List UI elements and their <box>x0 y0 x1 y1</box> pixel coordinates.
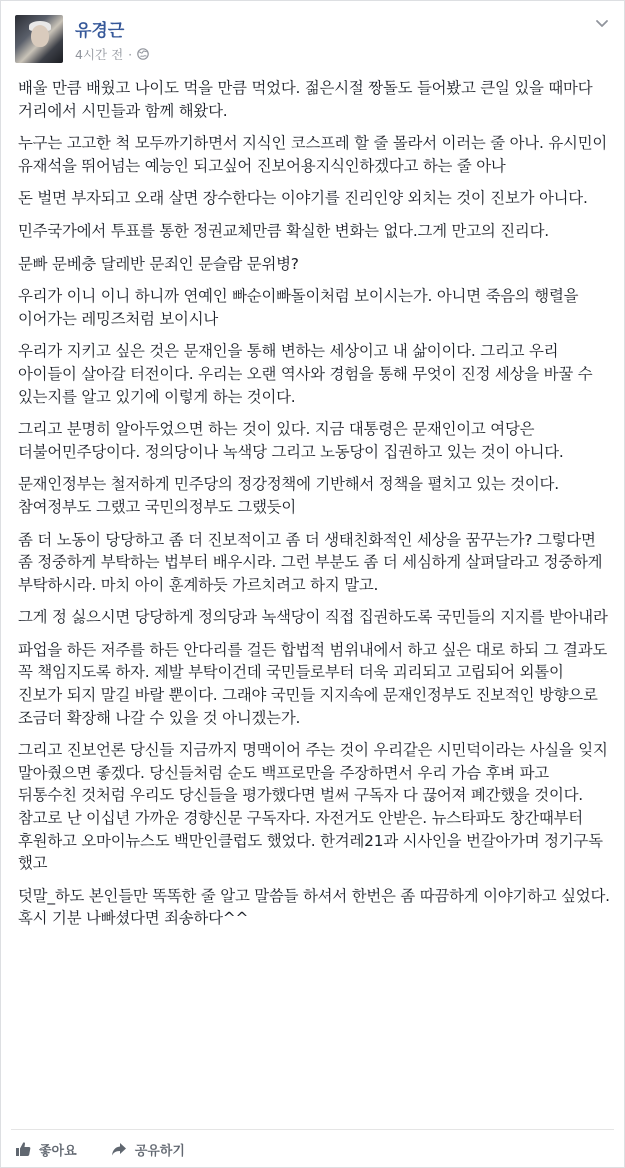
post-paragraph: 우리가 이니 이니 하니까 연예인 빠순이빠돌이처럼 보이시는가. 아니면 죽음의 행렬을 이어가는 레밍즈처럼 보이시나 <box>18 287 579 328</box>
post-meta <box>75 46 149 62</box>
globe-icon[interactable] <box>137 48 149 60</box>
author-name[interactable]: 유경근 <box>75 21 125 41</box>
post-content <box>18 77 610 940</box>
share-label: 공유하기 <box>134 1143 185 1159</box>
avatar-face <box>31 25 49 47</box>
post-paragraph: 민주국가에서 투표를 통한 정권교체만큼 확실한 변화는 없다.그게 만고의 진리다. <box>18 221 549 240</box>
post-timestamp[interactable]: 4시간 전 <box>75 47 124 62</box>
post-paragraph: 좀 더 노동이 당당하고 좀 더 진보적이고 좀 더 생태친화적인 세상을 꿈꾸는가? 그렇다면 좀 정중하게 부탁하는 법부터 배우시라. 그런 부분도 좀 더 세심하게 살펴달라고 정중하게 부탁하시라. 마치 아이 훈계하듯 가르치려고 하지 말고. <box>18 530 603 594</box>
post-paragraph: 돈 벌면 부자되고 오래 살면 장수한다는 이야기를 진리인양 외치는 것이 진보가 아니다. <box>18 189 588 208</box>
chevron-down-icon[interactable] <box>594 15 610 31</box>
like-button[interactable] <box>15 1140 77 1159</box>
post-paragraph: 우리가 지키고 싶은 것은 문재인을 통해 변하는 세상이고 내 삶이이다. 그리고 우리 아이들이 살아갈 터전이다. 우리는 오랜 역사와 경험을 통해 무엇이 진정 세상을 바꿀 수 있는지를 알고 있기에 이렇게 하는 것이다. <box>18 342 593 406</box>
post-paragraph: 문빠 문베충 달레반 문죄인 문슬람 문위병? <box>18 254 299 273</box>
post-paragraph: 문재인정부는 철저하게 민주당의 정강정책에 기반해서 정책을 펼치고 있는 것이다. 참여정부도 그랬고 국민의정부도 그랬듯이 <box>18 475 559 516</box>
post-paragraph: 그게 정 싫으시면 당당하게 정의당과 녹색당이 직접 집권하도록 국민들의 지지를 받아내라 <box>18 608 608 627</box>
avatar[interactable] <box>15 15 63 63</box>
share-arrow-icon <box>111 1141 127 1157</box>
post-paragraph: 누구는 고고한 척 모두까기하면서 지식인 코스프레 할 줄 몰라서 이러는 줄 아나. 유시민이 유재석을 뛰어넘는 예능인 되고싶어 진보어용지식인하겠다고 하는 줄 아나 <box>18 134 608 175</box>
post-paragraph: 파업을 하든 저주를 하든 안다리를 걸든 합법적 범위내에서 하고 싶은 대로 하되 그 결과도 꼭 책임지도록 하자. 제발 부탁이건데 국민들로부터 더욱 괴리되고 고립되어 외톨이 진보가 되지 말길 바랄 뿐이다. 그래야 국민들 지지속에 문재인정부도 진보적인 방향으로 조금더 확장해 나갈 수 있을 것 아니겠는가. <box>18 640 608 727</box>
actions-divider <box>11 1129 614 1130</box>
post-paragraph: 배울 만큼 배웠고 나이도 먹을 만큼 먹었다. 젊은시절 짱돌도 들어봤고 큰일 있을 때마다 거리에서 시민들과 함께 해왔다. <box>18 79 593 120</box>
post-paragraph: 그리고 분명히 알아두었으면 하는 것이 있다. 지금 대통령은 문재인이고 여당은 더불어민주당이다. 정의당이나 녹색당 그리고 노동당이 집권하고 있는 것이 아니다. <box>18 420 564 461</box>
post-paragraph: 덧말_하도 본인들만 똑똑한 줄 알고 말씀들 하셔서 한번은 좀 따끔하게 이야기하고 싶었다. 혹시 기분 나빠셨다면 죄송하다^^ <box>18 886 610 928</box>
post-paragraph: 그리고 진보언론 당신들 지금까지 명맥이어 주는 것이 우리같은 시민덕이라는 사실을 잊지 말아줬으면 좋겠다. 당신들처럼 순도 백프로만을 주장하면서 우리 가슴 후벼 파고 뒤통수친 것처럼 우리도 당신들을 평가했다면 벌써 구독자 다 끊어져 폐간했을 것이다. 참고로 난 이십년 가까운 경향신문 구독자다. 자전거도 안받은. 뉴스타파도 창간때부터 후원하고 오마이뉴스도 백만인클럽도 했었다. 한겨레21과 시사인을 번갈아가며 정기구독 했고 <box>18 741 608 873</box>
share-button[interactable] <box>111 1140 185 1159</box>
meta-separator: · <box>128 46 133 62</box>
like-label: 좋아요 <box>39 1143 77 1159</box>
thumbs-up-icon <box>15 1141 31 1157</box>
post-actions <box>15 1139 219 1159</box>
